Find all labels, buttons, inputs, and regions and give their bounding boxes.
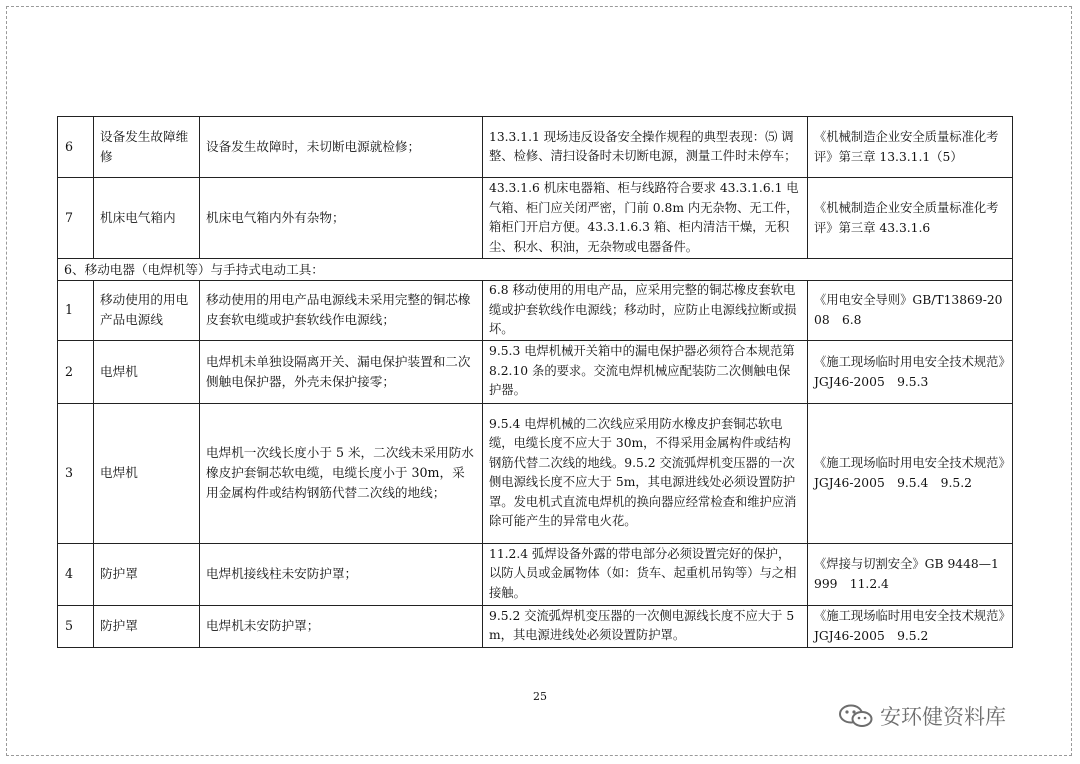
row-item: 设备发生故障维修 <box>94 117 200 178</box>
row-requirement: 13.3.1.1 现场违反设备安全操作规程的典型表现：⑸ 调整、检修、清扫设备时未切断电源，测量工件时未停车； <box>483 117 808 178</box>
row-requirement: 43.3.1.6 机床电器箱、柜与线路符合要求 43.3.1.6.1 电气箱、柜门应关闭严密，门前 0.8m 内无杂物、无工件，箱柜门开启方便。43.3.1.6.3 箱、柜内清洁干燥，无积尘、积水、积油，无杂物或电器备件。 <box>483 178 808 259</box>
row-issue: 机床电气箱内外有杂物； <box>200 178 483 259</box>
section-row <box>58 259 1013 281</box>
row-number: 2 <box>58 340 94 403</box>
table-row <box>58 403 1013 543</box>
row-issue: 电焊机未单独设隔离开关、漏电保护装置和二次侧触电保护器，外壳未保护接零； <box>200 340 483 403</box>
row-source: 《机械制造企业安全质量标准化考评》第三章 43.3.1.6 <box>808 178 1013 259</box>
row-number: 4 <box>58 543 94 605</box>
row-item: 防护罩 <box>94 543 200 605</box>
row-source: 《施工现场临时用电安全技术规范》JGJ46-2005 9.5.3 <box>808 340 1013 403</box>
row-item: 电焊机 <box>94 340 200 403</box>
row-number: 7 <box>58 178 94 259</box>
row-issue: 电焊机一次线长度小于 5 米，二次线未采用防水橡皮护套铜芯软电缆，电缆长度小于 30m，采用金属构件或结构钢筋代替二次线的地线； <box>200 403 483 543</box>
row-source: 《机械制造企业安全质量标准化考评》第三章 13.3.1.1（5） <box>808 117 1013 178</box>
row-requirement: 9.5.4 电焊机械的二次线应采用防水橡皮护套铜芯软电缆，电缆长度不应大于 30m，不得采用金属构件或结构钢筋代替二次线的地线。9.5.2 交流弧焊机变压器的一次侧电源线长度不应大于 5m，其电源进线处必须设置防护罩。发电机式直流电焊机的换向器应经常检查和维护应消除可能产生的异常电火花。 <box>483 403 808 543</box>
row-issue: 设备发生故障时，未切断电源就检修； <box>200 117 483 178</box>
watermark <box>838 703 1006 729</box>
row-number: 5 <box>58 605 94 647</box>
inspection-table <box>57 116 1013 648</box>
row-issue: 电焊机未安防护罩； <box>200 605 483 647</box>
row-item: 机床电气箱内 <box>94 178 200 259</box>
wechat-logo-icon <box>838 704 874 728</box>
row-requirement: 9.5.3 电焊机械开关箱中的漏电保护器必须符合本规范第 8.2.10 条的要求。交流电焊机械应配装防二次侧触电保护器。 <box>483 340 808 403</box>
row-issue: 电焊机接线柱未安防护罩； <box>200 543 483 605</box>
row-item: 电焊机 <box>94 403 200 543</box>
row-requirement: 11.2.4 弧焊设备外露的带电部分必须设置完好的保护，以防人员或金属物体（如：货车、起重机吊钩等）与之相接触。 <box>483 543 808 605</box>
table-row <box>58 340 1013 403</box>
section-title: 6、移动电器（电焊机等）与手持式电动工具： <box>58 259 1013 281</box>
table-row <box>58 543 1013 605</box>
row-source: 《施工现场临时用电安全技术规范》JGJ46-2005 9.5.4 9.5.2 <box>808 403 1013 543</box>
page-number: 25 <box>533 690 547 703</box>
row-number: 1 <box>58 281 94 341</box>
row-item: 移动使用的用电产品电源线 <box>94 281 200 341</box>
row-number: 6 <box>58 117 94 178</box>
table-row <box>58 178 1013 259</box>
row-issue: 移动使用的用电产品电源线未采用完整的铜芯橡皮套软电缆或护套软线作电源线； <box>200 281 483 341</box>
row-requirement: 9.5.2 交流弧焊机变压器的一次侧电源线长度不应大于 5m，其电源进线处必须设置防护罩。 <box>483 605 808 647</box>
row-source: 《用电安全导则》GB/T13869-2008 6.8 <box>808 281 1013 341</box>
row-number: 3 <box>58 403 94 543</box>
row-source: 《焊接与切割安全》GB 9448—1999 11.2.4 <box>808 543 1013 605</box>
row-source: 《施工现场临时用电安全技术规范》JGJ46-2005 9.5.2 <box>808 605 1013 647</box>
watermark-text: 安环健资料库 <box>880 705 1006 729</box>
table-row <box>58 117 1013 178</box>
row-requirement: 6.8 移动使用的用电产品，应采用完整的铜芯橡皮套软电缆或护套软线作电源线；移动时，应防止电源线拉断或损坏。 <box>483 281 808 341</box>
row-item: 防护罩 <box>94 605 200 647</box>
table-row <box>58 281 1013 341</box>
table-row <box>58 605 1013 647</box>
